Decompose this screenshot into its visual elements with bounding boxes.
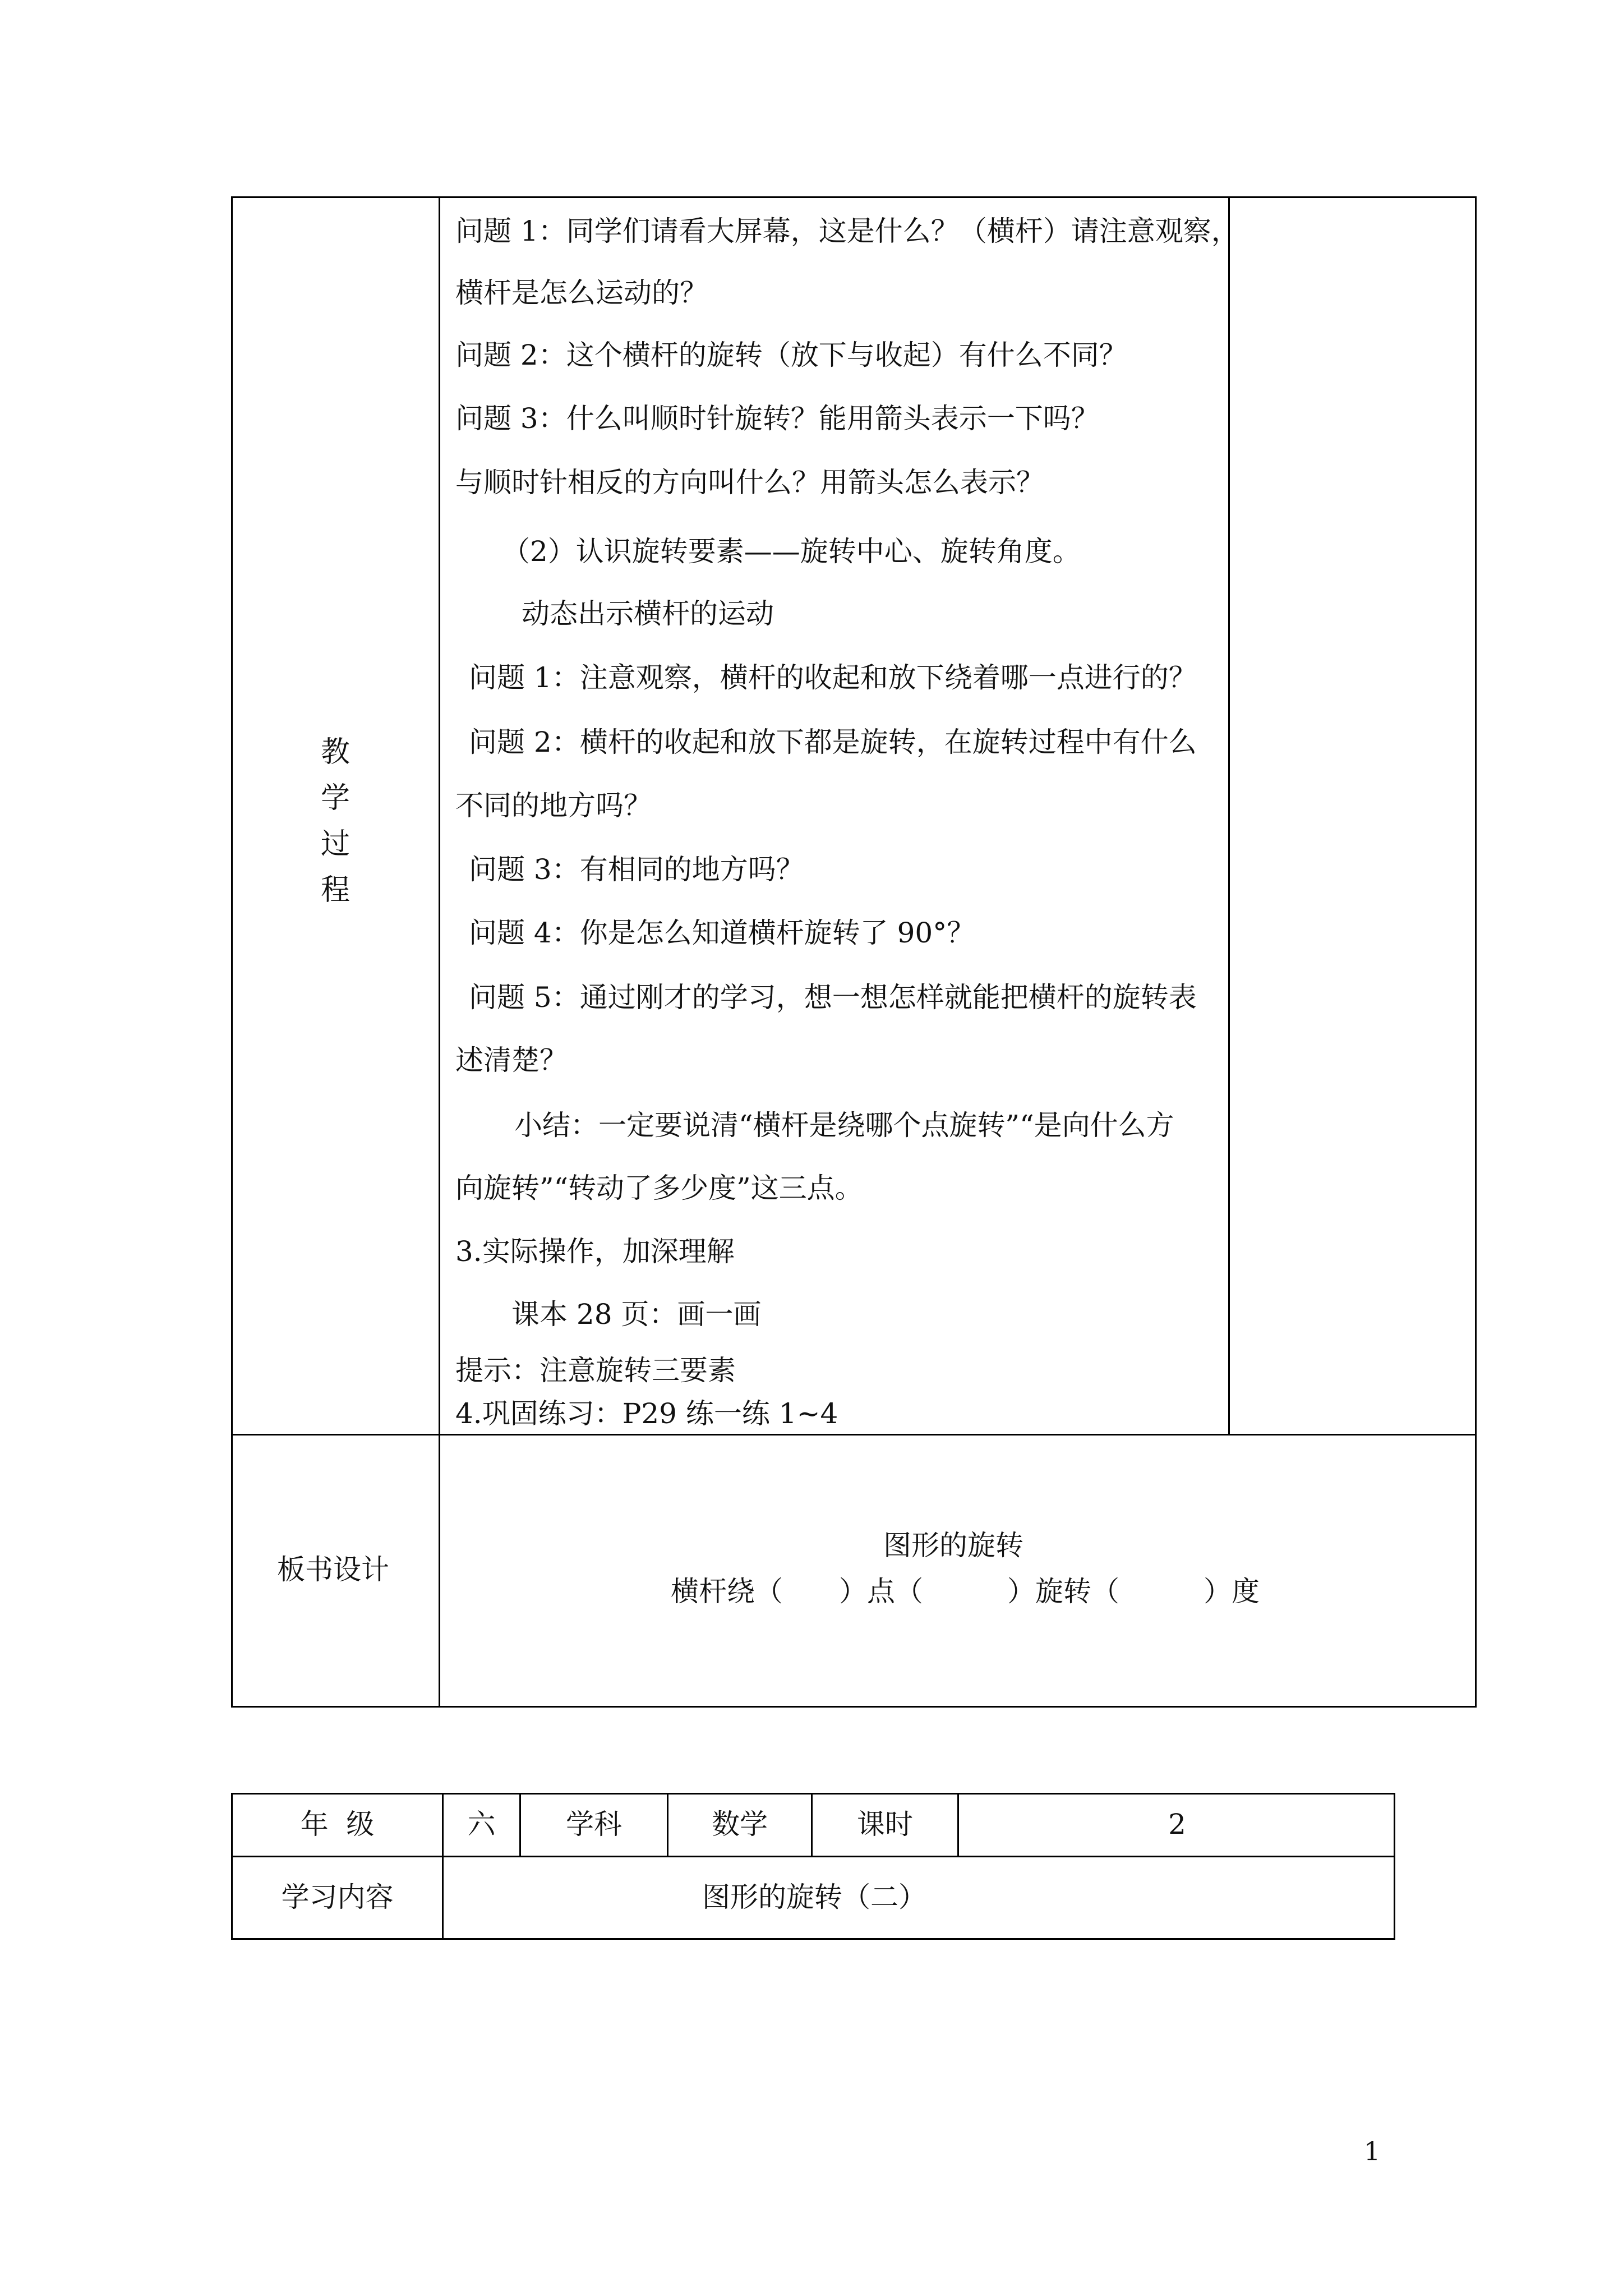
process-line: 问题 3：有相同的地方吗？ [469, 853, 804, 886]
process-line: （2）认识旋转要素——旋转中心、旋转角度。 [502, 535, 1081, 568]
table1-col-divider-right [1228, 196, 1230, 1435]
content-label: 学习内容 [281, 1881, 394, 1913]
table2-row-divider [231, 1856, 1395, 1857]
board-title: 图形的旋转 [883, 1529, 1023, 1562]
process-line: 动态出示横杆的运动 [522, 597, 774, 630]
process-line: 向旋转”“转动了多少度”这三点。 [455, 1172, 863, 1204]
process-line: 与顺时针相反的方向叫什么？用箭头怎么表示？ [455, 466, 1044, 499]
label-char: 程 [320, 873, 350, 907]
period-value: 2 [1168, 1808, 1186, 1841]
process-line: 小结：一定要说清“横杆是绕哪个点旋转”“是向什么方 [514, 1109, 1174, 1142]
process-line: 课本 28 页：画一画 [511, 1298, 762, 1331]
subject-label: 学科 [566, 1808, 622, 1841]
table1-row-divider [231, 1434, 1477, 1435]
subject-value: 数学 [712, 1808, 768, 1841]
process-line: 问题 1：同学们请看大屏幕，这是什么？（横杆）请注意观察， [455, 215, 1239, 247]
process-line: 4.巩固练习：P29 练一练 1~4 [455, 1397, 838, 1430]
label-char: 学 [320, 781, 350, 815]
process-line: 3.实际操作，加深理解 [455, 1235, 735, 1268]
grade-value: 六 [467, 1808, 496, 1841]
table1-col-divider-left [439, 196, 440, 1708]
period-label: 课时 [857, 1808, 913, 1841]
page-number: 1 [1364, 2136, 1381, 2166]
label-char: 过 [320, 827, 350, 861]
process-line: 问题 2：这个横杆的旋转（放下与收起）有什么不同？ [455, 339, 1127, 371]
process-line: 问题 1：注意观察，横杆的收起和放下绕着哪一点进行的？ [469, 661, 1197, 694]
board-design-label: 板书设计 [277, 1553, 389, 1586]
process-line: 问题 4：你是怎么知道横杆旋转了 90°？ [469, 917, 975, 949]
content-value: 图形的旋转（二） [702, 1881, 926, 1913]
process-line: 述清楚？ [455, 1044, 568, 1076]
process-line: 问题 2：横杆的收起和放下都是旋转，在旋转过程中有什么 [469, 726, 1197, 758]
board-line: 横杆绕（ ）点（ ）旋转（ ）度 [671, 1575, 1260, 1608]
teaching-process-label [231, 729, 440, 913]
process-line: 提示：注意旋转三要素 [455, 1354, 736, 1387]
process-line: 不同的地方吗？ [455, 789, 652, 822]
process-line: 问题 5：通过刚才的学习，想一想怎样就能把横杆的旋转表 [469, 981, 1197, 1014]
label-char: 教 [320, 735, 350, 769]
process-line: 问题 3：什么叫顺时针旋转？能用箭头表示一下吗？ [455, 402, 1099, 435]
process-line: 横杆是怎么运动的？ [455, 277, 708, 309]
grade-label: 年 级 [300, 1808, 375, 1841]
